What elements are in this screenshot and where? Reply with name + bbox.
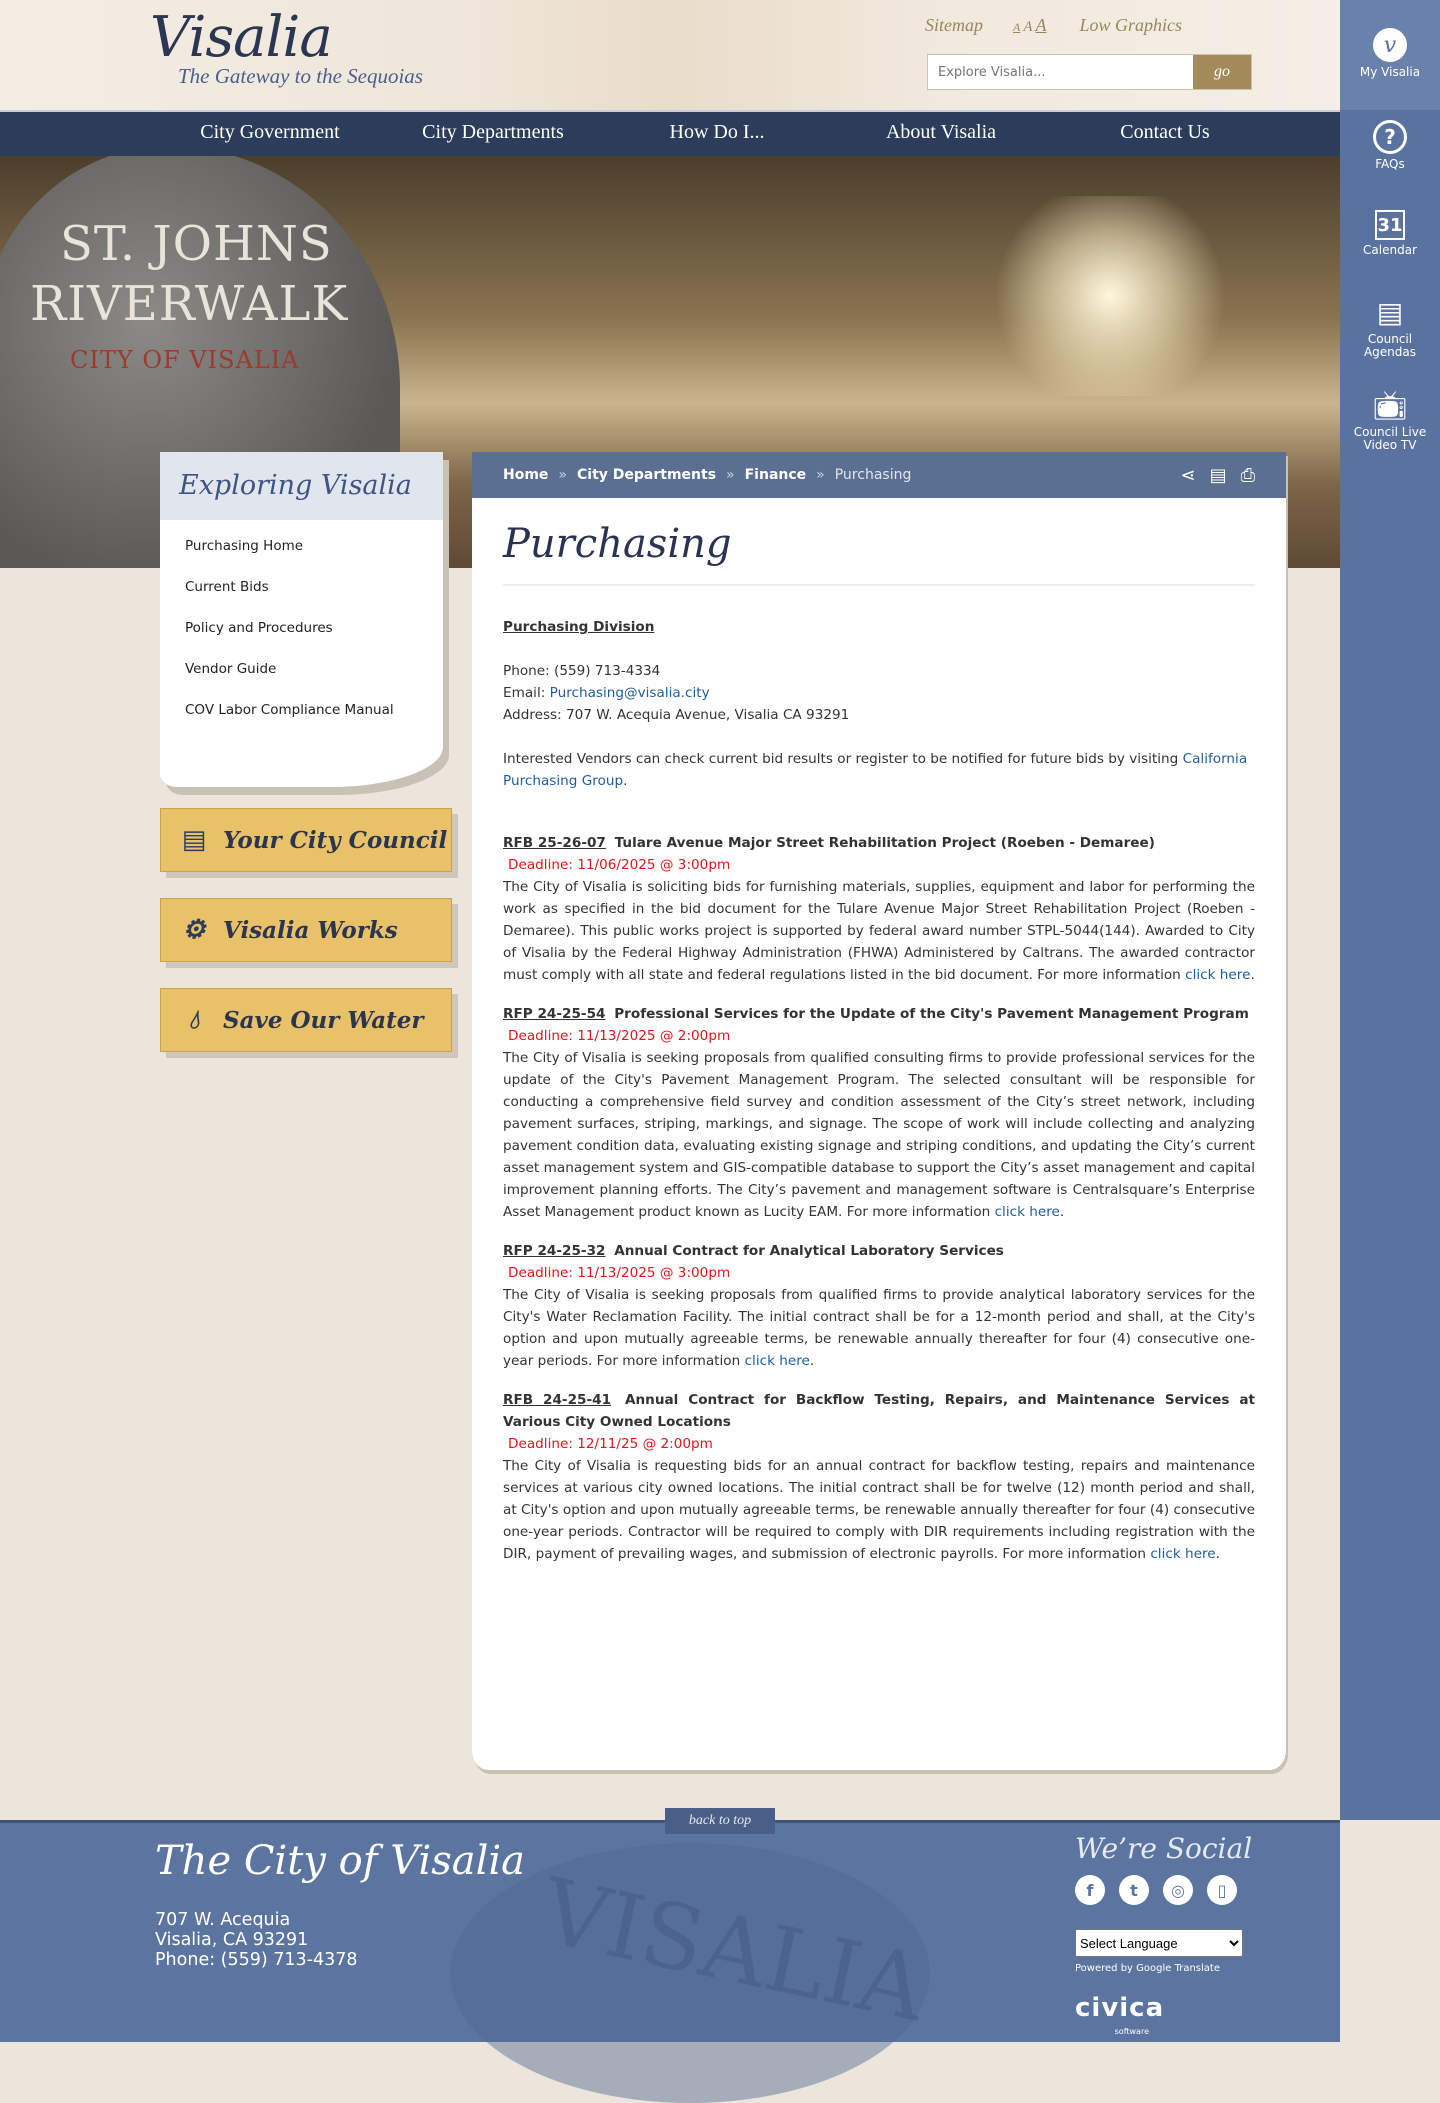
bid-item: RFB 25-26-07 Tulare Avenue Major Street Rehabilitation Project (Roeben - Demaree) Deadline: 11/06/2025 @ 3:00pm The City of Visalia is soliciting bids for furnishing materials, supplies, equipment and labor for performing the work as specified in the bid document for the Tulare Avenue Major Street Rehabilitation Project (Roeben - Demaree). This public works project is supported by federal award number STPL-5044(144). Awarded to City of Visalia by the Federal Highway Administration (FHWA) Administered by Caltrans. The awarded contractor must comply with all state and federal regulations listed in the bid document. For more information click here. — [503, 835, 1255, 983]
your-city-council-button[interactable] — [160, 808, 452, 872]
rail-faqs[interactable] — [1340, 120, 1440, 171]
low-graphics-link[interactable]: Low Graphics — [1079, 15, 1183, 35]
bid-body: The City of Visalia is seeking proposals from qualified firms to provide analytical laboratory services for the City's Water Reclamation Facility. The initial contract shall be for a 12-month period and shall, at the City's option and upon mutually agreeable terms, be renewable annually thereafter for four (4) consecutive one-year periods. For more information — [503, 1287, 1255, 1369]
sidenav-labor-compliance[interactable]: COV Labor Compliance Manual — [185, 702, 394, 718]
main-content — [472, 452, 1286, 1770]
footer-address — [155, 1910, 358, 1970]
rail-calendar[interactable] — [1340, 210, 1440, 257]
water-drop-icon: 💧︎ — [188, 1004, 200, 1035]
email-label: Email: — [503, 685, 550, 701]
vendors-text: Interested Vendors can check current bid results or register to be notified for future bids by visiting — [503, 751, 1183, 767]
tv-icon: 📺︎ — [1372, 388, 1408, 422]
bid-click-here-link[interactable]: click here — [1150, 1546, 1216, 1562]
share-icon[interactable]: ⋖ — [1180, 464, 1196, 486]
civica-logo[interactable] — [1075, 1993, 1252, 2044]
save-our-water-button[interactable] — [160, 988, 452, 1052]
rail-label: Council Live Video TV — [1353, 425, 1427, 452]
main-nav — [0, 110, 1340, 156]
v-logo-icon: v — [1373, 28, 1407, 62]
nav-how-do-i[interactable]: How Do I... — [669, 121, 765, 143]
bid-deadline: Deadline: 12/11/25 @ 2:00pm — [508, 1436, 713, 1452]
breadcrumb-separator: » — [816, 467, 825, 483]
gear-icon: ⚙ — [182, 915, 206, 945]
bid-deadline: Deadline: 11/13/2025 @ 2:00pm — [508, 1028, 731, 1044]
social-title: We’re Social — [1075, 1832, 1253, 1865]
newspaper-icon: ▤ — [181, 825, 207, 855]
bid-deadline: Deadline: 11/13/2025 @ 3:00pm — [508, 1265, 731, 1281]
footer-phone: Phone: (559) 713-4378 — [155, 1950, 358, 1970]
bid-id[interactable]: RFB 25-26-07 — [503, 835, 606, 851]
site-logo[interactable]: Visalia The Gateway to the Sequoias — [150, 5, 423, 88]
instagram-icon[interactable]: ◎ — [1163, 1875, 1193, 1905]
sign-text: CITY OF VISALIA — [70, 346, 300, 374]
twitter-icon[interactable]: t — [1119, 1875, 1149, 1905]
breadcrumb-finance[interactable]: Finance — [744, 467, 807, 483]
bid-title: Annual Contract for Backflow Testing, Repairs, and Maintenance Services at Various City Owned Locations — [503, 1392, 1255, 1430]
sidenav-vendor-guide[interactable]: Vendor Guide — [185, 661, 277, 677]
search-form — [927, 54, 1252, 90]
sign-text: RIVERWALK — [30, 276, 349, 332]
bid-id[interactable]: RFP 24-25-32 — [503, 1243, 606, 1259]
civica-sub: software — [1114, 2027, 1149, 2036]
rail-council-agendas[interactable] — [1340, 295, 1440, 359]
facebook-icon[interactable]: f — [1075, 1875, 1105, 1905]
utility-links — [925, 15, 1182, 36]
mobile-app-icon[interactable]: ▯ — [1207, 1875, 1237, 1905]
bid-click-here-link[interactable]: click here — [994, 1204, 1060, 1220]
search-go-button[interactable]: go — [1193, 55, 1251, 89]
button-label: Save Our Water — [223, 1006, 424, 1034]
section-sidenav — [160, 452, 443, 787]
breadcrumb-city-departments[interactable]: City Departments — [577, 467, 717, 483]
nav-contact-us[interactable]: Contact Us — [1120, 121, 1210, 143]
breadcrumb-separator: » — [558, 467, 567, 483]
nav-city-government[interactable]: City Government — [200, 121, 340, 143]
sidenav-purchasing-home[interactable]: Purchasing Home — [185, 538, 304, 554]
agenda-icon: ▤ — [1376, 295, 1404, 329]
footer-city-name: The City of Visalia — [155, 1838, 525, 1884]
bid-title: Annual Contract for Analytical Laboratory Services — [614, 1243, 1004, 1259]
bid-item: RFB 24-25-41 Annual Contract for Backflow Testing, Repairs, and Maintenance Services at Various City Owned Locations Deadline: 12/11/25 @ 2:00pm The City of Visalia is requesting bids for an annual contract for backflow testing, repairs and maintenance services at various city owned locations. The initial contract shall be for twelve (12) month period and shall, at City's option and upon mutually agreeable terms, be renewable annually thereafter for four (4) consecutive one-year periods. Contractor will be required to comply with DIR requirements including registration with the DIR, payment of prevailing wages, and submission of electronic payrolls. For more information click here. — [503, 1392, 1255, 1562]
page-body: Purchasing Purchasing Division Phone: (559) 713-4334 Email: Purchasing@visalia.city Address: 707 W. Acequia Avenue, Visalia CA 93291 Interested Vendors can check current bid results or register to be notified for future bids by visiting California Purchasing Group. RFB 25-26-07 Tulare Avenue Major Street Rehabilitation Project (Roeben - Demaree) Deadline: 11/06/2025 @ 3:00pm The City of Visalia is soliciting bids for furnishing materials, supplies, equipment and labor for performing the work as specified in the bid document for the Tulare Avenue Major Street Rehabilitation Project (Roeben - Demaree). This public works project is supported by federal award number STPL-5044(144). Awarded to City of Visalia by the Federal Highway Administration (FHWA) Administered by Caltrans. The awarded contractor must comply with all state and federal regulations listed in the bid document. For more information click here. RFP 24-25-54 Professional Services for the Update of the City's Pavement Management Program Deadline: 11/13/2025 @ 2:00pm The City of Visalia is seeking proposals from qualified consulting firms to provide professional services for the update of the City's Pavement Management Program. The selected consultant will be responsible for conducting a comprehensive field survey and condition assessment of the City’s street network, including pavement surfaces, striping, markings, and signage. The scope of work will include collecting and analyzing pavement condition data, evaluating existing signage and striping conditions, and updating the City’s current asset management system and GIS-compatible database to support the City’s asset management and capital improvement planning efforts. The City’s pavement and management software is Centralsquare’s Enterprise Asset Management product known as Lucity EAM. For more information click here. RFP 24-25-32 Annual Contract for Analytical Laboratory Services Deadline: 11/13/2025 @ 3:00pm The City of Visalia is seeking proposals from qualified firms to provide analytical laboratory services for the City's Water Reclamation Facility. The initial contract shall be for a 12-month period and shall, at the City's option and upon mutually agreeable terms, be renewable annually thereafter for four (4) consecutive one-year periods. For more information click here. RFB 24-25-41 Annual Contract for Backflow Testing, Repairs, and Maintenance Services at Various City Owned Locations Deadline: 12/11/25 @ 2:00pm The City of Visalia is requesting bids for an annual contract for backflow testing, repairs and maintenance services at various city owned locations. The initial contract shall be for twelve (12) month period and shall, at City's option and upon mutually agreeable terms, be renewable annually thereafter for four (4) consecutive one-year periods. Contractor will be required to comply with DIR requirements including registration with the DIR, payment of prevailing wages, and submission of electronic payrolls. For more information click here. — [472, 498, 1286, 1565]
hero-sunlight — [980, 196, 1240, 396]
rail-council-tv[interactable] — [1340, 388, 1440, 452]
language-select[interactable] — [1075, 1929, 1243, 1957]
button-label: Visalia Works — [223, 916, 398, 944]
seal-text: VISALIA — [533, 1858, 935, 2043]
sidenav-policy-procedures[interactable]: Policy and Procedures — [185, 620, 333, 636]
nav-about-visalia[interactable]: About Visalia — [885, 121, 997, 143]
bid-title: Professional Services for the Update of the City's Pavement Management Program — [614, 1006, 1249, 1022]
bid-click-here-link[interactable]: click here — [1185, 967, 1251, 983]
print-icon[interactable]: ⎙ — [1240, 464, 1255, 486]
quick-links-rail — [1340, 0, 1440, 1820]
address-text: Address: 707 W. Acequia Avenue, Visalia CA 93291 — [503, 707, 850, 723]
page-tools — [1180, 465, 1255, 486]
address-line: Visalia, CA 93291 — [155, 1930, 309, 1950]
rail-my-visalia[interactable] — [1340, 28, 1440, 79]
address-line: 707 W. Acequia — [155, 1910, 291, 1930]
bid-deadline: Deadline: 11/06/2025 @ 3:00pm — [508, 857, 731, 873]
civica-text: civica — [1075, 1993, 1165, 2023]
breadcrumb-home[interactable]: Home — [503, 467, 549, 483]
text-size-medium[interactable]: A — [1023, 19, 1033, 35]
page-title: Purchasing — [503, 516, 1255, 586]
text-size-controls — [1013, 15, 1050, 36]
breadcrumb-current: Purchasing — [834, 467, 912, 483]
sitemap-link[interactable]: Sitemap — [925, 15, 983, 35]
sidenav-title: Exploring Visalia — [160, 452, 443, 520]
rail-label: Calendar — [1363, 243, 1417, 257]
rail-label: Council Agendas — [1363, 332, 1417, 359]
text-size-small[interactable]: A — [1013, 20, 1021, 34]
rail-label: FAQs — [1375, 157, 1405, 171]
sidenav-current-bids[interactable]: Current Bids — [185, 579, 269, 595]
site-header — [0, 0, 1340, 110]
question-icon: ? — [1373, 120, 1407, 154]
social-section — [1075, 1832, 1252, 2044]
bid-body: The City of Visalia is seeking proposals from qualified consulting firms to provide professional services for the update of the City's Pavement Management Program. The selected consultant will be responsible for conducting a comprehensive field survey and condition assessment of the City’s street network, including pavement surfaces, striping, markings, and signage. The scope of work will include collecting and analyzing pavement condition data, evaluating existing signage and striping conditions, and updating the City’s current asset management system and GIS-compatible database to support the City’s asset management and capital improvement planning efforts. The City’s pavement and management software is Centralsquare’s Enterprise Asset Management product known as Lucity EAM. For more information — [503, 1050, 1255, 1220]
phone-text: Phone: (559) 713-4334 — [503, 663, 661, 679]
text-size-large[interactable]: A — [1035, 15, 1047, 35]
bid-item: RFP 24-25-54 Professional Services for the Update of the City's Pavement Management Program Deadline: 11/13/2025 @ 2:00pm The City of Visalia is seeking proposals from qualified consulting firms to provide professional services for the update of the City's Pavement Management Program. The selected consultant will be responsible for conducting a comprehensive field survey and condition assessment of the City’s street network, including pavement surfaces, striping, markings, and signage. The scope of work will include collecting and analyzing pavement condition data, evaluating existing signage and striping conditions, and updating the City’s current asset management system and GIS-compatible database to support the City’s asset management and capital improvement planning efforts. The City’s pavement and management software is Centralsquare’s Enterprise Asset Management product known as Lucity EAM. For more information click here. — [503, 1006, 1255, 1220]
bid-title: Tulare Avenue Major Street Rehabilitation Project (Roeben - Demaree) — [614, 835, 1155, 851]
email-icon[interactable]: ▤ — [1209, 464, 1227, 486]
email-link[interactable]: Purchasing@visalia.city — [549, 685, 710, 701]
breadcrumb — [472, 452, 1286, 498]
search-input[interactable] — [928, 55, 1193, 89]
back-to-top-button[interactable]: back to top — [665, 1808, 775, 1834]
visalia-works-button[interactable] — [160, 898, 452, 962]
bid-click-here-link[interactable]: click here — [744, 1353, 810, 1369]
calendar-icon: 31 — [1375, 210, 1405, 240]
division-heading: Purchasing Division — [503, 619, 655, 635]
breadcrumb-separator: » — [726, 467, 735, 483]
sign-text: ST. JOHNS — [60, 216, 333, 272]
rail-label: My Visalia — [1359, 65, 1421, 79]
button-label: Your City Council — [223, 826, 448, 854]
bid-id[interactable]: RFP 24-25-54 — [503, 1006, 606, 1022]
bid-id[interactable]: RFB 24-25-41 — [503, 1392, 612, 1408]
powered-by-google-translate[interactable]: Powered by Google Translate — [1075, 1963, 1220, 1974]
bid-body: The City of Visalia is soliciting bids for furnishing materials, supplies, equipment and labor for performing the work as specified in the bid document for the Tulare Avenue Major Street Rehabilitation Project (Roeben - Demaree). This public works project is supported by federal award number STPL-5044(144). Awarded to City of Visalia by the Federal Highway Administration (FHWA) Administered by Caltrans. The awarded contractor must comply with all state and federal regulations listed in the bid document. For more information — [503, 879, 1255, 983]
california-purchasing-group-link[interactable]: California Purchasing Group — [503, 751, 1248, 789]
bid-body: The City of Visalia is requesting bids for an annual contract for backflow testing, repairs and maintenance services at various city owned locations. The initial contract shall be for twelve (12) month period and shall, at City's option and upon mutually agreeable terms, be renewable annually thereafter for four (4) consecutive one-year periods. Contractor will be required to comply with DIR requirements including registration with the DIR, payment of prevailing wages, and submission of electronic payrolls. For more information — [503, 1458, 1255, 1562]
bid-item: RFP 24-25-32 Annual Contract for Analytical Laboratory Services Deadline: 11/13/2025 @ 3:00pm The City of Visalia is seeking proposals from qualified firms to provide analytical laboratory services for the City's Water Reclamation Facility. The initial contract shall be for a 12-month period and shall, at the City's option and upon mutually agreeable terms, be renewable annually thereafter for four (4) consecutive one-year periods. For more information click here. — [503, 1243, 1255, 1369]
nav-city-departments[interactable]: City Departments — [422, 121, 564, 143]
